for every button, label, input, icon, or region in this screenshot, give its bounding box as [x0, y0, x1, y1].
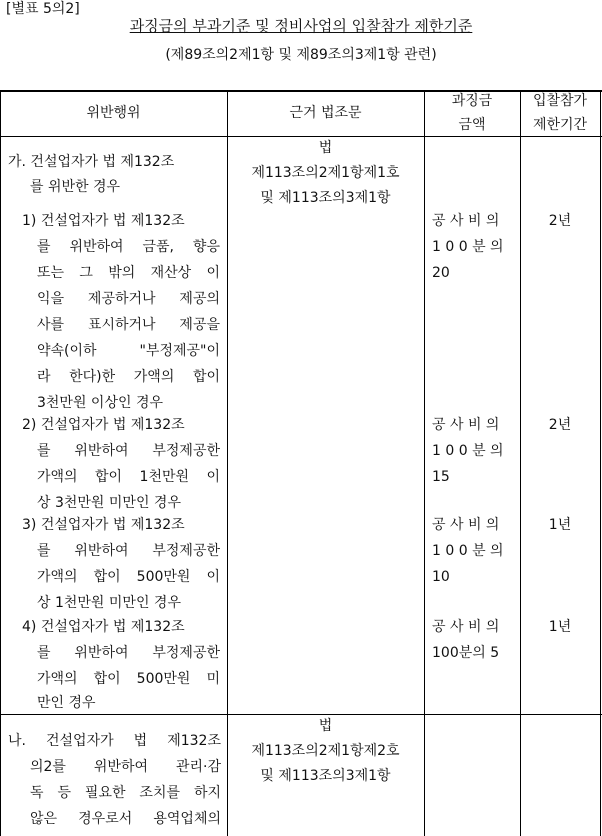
- item-4-line: 가액의 합이 500만원 미: [37, 671, 220, 687]
- item-3-line: 3) 건설업자가 법 제132조: [22, 517, 185, 533]
- item-2-line: 상 3천만원 미만인 경우: [37, 495, 181, 511]
- header-fine-line1: 과징금: [451, 93, 493, 109]
- item-1-line: 약속(이하 "부정제공"이: [37, 343, 220, 359]
- item-1-line: 또는 그 밖의 재산상 이: [37, 265, 220, 281]
- law-ga-line: 법: [318, 140, 333, 156]
- item-3-line: 를 위반하여 부정제공한: [37, 543, 220, 559]
- section-na-line: 독 등 필요한 조치를 하지: [30, 785, 221, 801]
- header-law: 근거 법조문: [289, 105, 362, 121]
- item-1-line: 익을 제공하거나 제공의: [37, 291, 220, 307]
- law-na-line: 제113조의2제1항제2호: [251, 743, 400, 759]
- item-4-line: 4) 건설업자가 법 제132조: [22, 619, 185, 635]
- item-1-line: 를 위반하여 금품, 향응: [37, 239, 220, 255]
- item-1-line: 라 한다)한 가액의 합이: [37, 369, 220, 385]
- item-3-line: 가액의 합이 500만원 이: [37, 569, 220, 585]
- item-2-line: 를 위반하여 부정제공한: [37, 443, 220, 459]
- law-ga-line: 및 제113조의3제1항: [260, 190, 391, 206]
- title-text: 과징금의 부과기준 및 정비사업의 입찰참가 제한기준: [129, 17, 473, 35]
- header-bottom-border: [0, 136, 602, 137]
- item-3-fine: 1 0 0 분 의: [432, 543, 504, 559]
- item-3-fine: 10: [432, 569, 450, 585]
- section-ga-line: 가. 건설업자가 법 제132조: [8, 154, 175, 170]
- section-na-line: 않은 경우로서 용역업체의: [30, 811, 221, 827]
- document-title: [0, 16, 602, 36]
- law-na-line: 및 제113조의3제1항: [260, 768, 391, 784]
- item-2-fine: 공 사 비 의: [432, 417, 500, 433]
- section-na-line: 나. 건설업자가 법 제132조: [8, 733, 221, 749]
- item-3-period: 1년: [548, 517, 572, 533]
- law-na-line: 법: [318, 718, 333, 734]
- item-3-fine: 공 사 비 의: [432, 517, 500, 533]
- item-1-fine: 20: [432, 265, 450, 281]
- section-na-line: 의2를 위반하여 관리·감: [30, 759, 221, 775]
- col-divider-3: [520, 90, 521, 836]
- item-2-fine: 1 0 0 분 의: [432, 443, 504, 459]
- item-4-line: 를 위반하여 부정제공한: [37, 645, 220, 661]
- item-4-fine: 100분의 5: [432, 645, 500, 661]
- header-violation: 위반행위: [86, 105, 141, 121]
- item-2-line: 가액의 합이 1천만원 이: [37, 469, 220, 485]
- law-ga-line: 제113조의2제1항제1호: [251, 165, 400, 181]
- header-period-line1: 입찰참가: [532, 93, 588, 109]
- item-4-fine: 공 사 비 의: [432, 619, 500, 635]
- document-subtitle: (제89조의2제1항 및 제89조의3제1항 관련): [165, 47, 437, 63]
- item-4-period: 1년: [548, 619, 572, 635]
- item-2-period: 2년: [548, 417, 572, 433]
- header-period-line2: 제한기간: [532, 117, 588, 133]
- appendix-label: [별표 5의2]: [6, 1, 80, 17]
- item-1-line: 사를 표시하거나 제공을: [37, 317, 220, 333]
- header-fine-line2: 금액: [458, 117, 486, 133]
- item-1-line: 3천만원 이상인 경우: [37, 395, 163, 411]
- item-2-line: 2) 건설업자가 법 제132조: [22, 417, 185, 433]
- item-1-fine: 1 0 0 분 의: [432, 239, 504, 255]
- item-3-line: 상 1천만원 미만인 경우: [37, 595, 181, 611]
- section-divider: [0, 714, 602, 715]
- item-2-fine: 15: [432, 469, 450, 485]
- item-4-line: 만인 경우: [37, 695, 96, 711]
- item-1-line: 1) 건설업자가 법 제132조: [22, 213, 185, 229]
- section-ga-line: 를 위반한 경우: [30, 179, 121, 195]
- col-divider-2: [424, 90, 425, 836]
- right-border: [600, 90, 601, 836]
- item-1-period: 2년: [548, 213, 572, 229]
- item-1-fine: 공 사 비 의: [432, 213, 500, 229]
- left-border: [0, 90, 1, 836]
